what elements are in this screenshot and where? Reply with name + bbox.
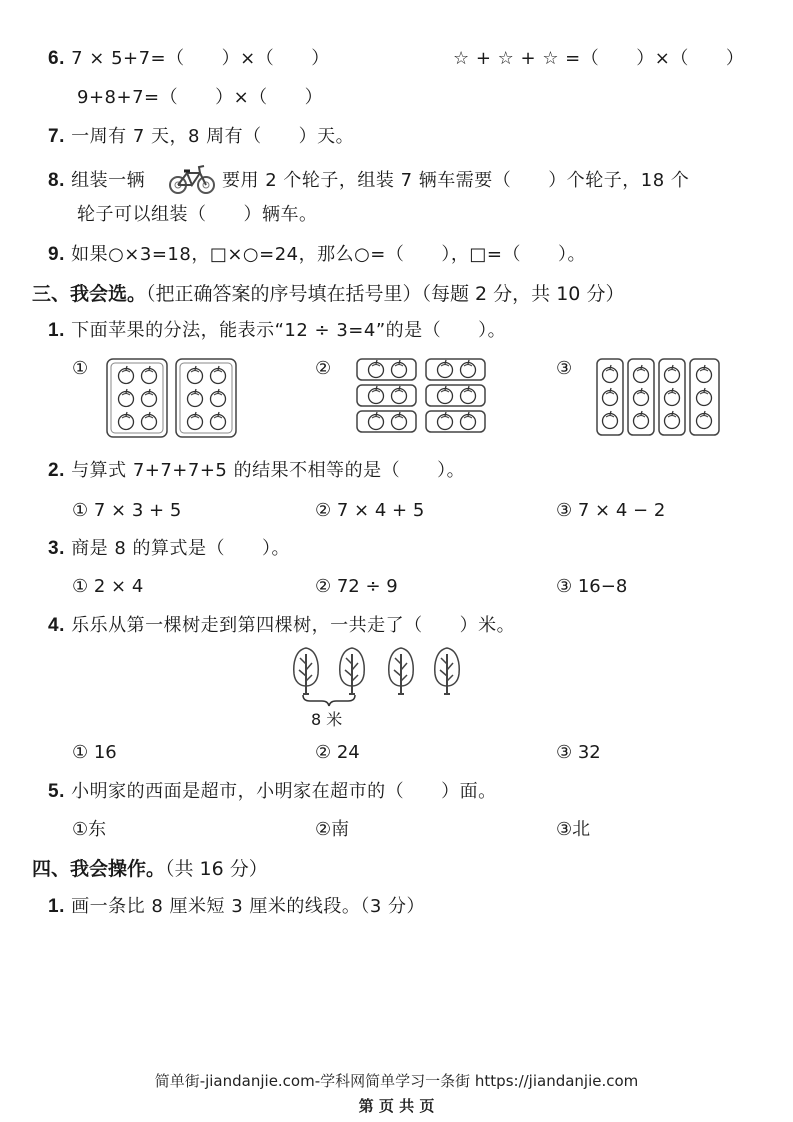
s3q4-text: 乐乐从第一棵树走到第四棵树，一共走了（ ）米。: [71, 615, 516, 636]
s3q4-option-1: ① 16: [72, 742, 117, 763]
tree-icon-3: [389, 648, 413, 694]
q8-number: 8.: [48, 170, 65, 191]
q7-number: 7.: [48, 126, 65, 147]
s3q1-number: 1.: [48, 320, 65, 341]
s3q3-number: 3.: [48, 538, 65, 559]
q7: [48, 125, 354, 149]
s3q5: [48, 780, 497, 804]
s3q3-text: 商是 8 的算式是（ ）。: [71, 538, 290, 559]
q6-expr-left: 7 × 5+7=（ ）×（ ）: [71, 48, 330, 69]
q6-line1: [48, 47, 330, 71]
tree-icon-2: [340, 648, 364, 694]
option1-apple-boxes: [107, 359, 236, 437]
section3-title: 三、我会选。: [32, 283, 147, 305]
footer-source: 简单街-jiandanjie.com-学科网简单学习一条街 https://jiandanjie.com: [154, 1072, 639, 1090]
s3q1-option-1-label: ①: [72, 358, 89, 379]
section4-title: 四、我会操作。: [32, 858, 166, 880]
s3q5-number: 5.: [48, 781, 65, 802]
s3q5-text: 小明家的西面是超市，小明家在超市的（ ）面。: [71, 781, 497, 802]
s3q5-option-2: ②南: [315, 819, 350, 840]
s3q1-option-3-label: ③: [556, 358, 573, 379]
bicycle-icon: [169, 163, 215, 195]
s3q4-option-2: ② 24: [315, 742, 360, 763]
s3q4: [48, 614, 515, 638]
s3q5-option-3: ③北: [556, 819, 591, 840]
q9-number: 9.: [48, 244, 65, 265]
s3q2-number: 2.: [48, 460, 65, 481]
s3q4-number: 4.: [48, 615, 65, 636]
s4q1-text: 画一条比 8 厘米短 3 厘米的线段。（3 分）: [71, 896, 426, 917]
s3q3: [48, 537, 290, 561]
s3q3-option-3: ③ 16−8: [556, 576, 628, 597]
s3q2-option-2: ② 7 × 4 + 5: [315, 500, 425, 521]
s3q2-option-1: ① 7 × 3 + 5: [72, 500, 182, 521]
s4q1: [48, 895, 425, 919]
section4-header: [32, 856, 268, 882]
footer-page: 第 页 共 页: [358, 1097, 435, 1115]
s3q2: [48, 459, 465, 483]
s3q2-option-3: ③ 7 × 4 − 2: [556, 500, 666, 521]
s3q1-option-2-label: ②: [315, 358, 332, 379]
q6-line2: 9+8+7=（ ）×（ ）: [77, 87, 324, 108]
distance-label: 8 米: [311, 710, 343, 729]
s3q5-option-1: ①东: [72, 819, 107, 840]
q9: [48, 243, 586, 267]
option2-apple-boxes: [357, 359, 485, 432]
q9-text: 如果○×3=18，□×○=24，那么○=（ ），□=（ ）。: [71, 244, 586, 265]
q8-line2: 轮子可以组装（ ）辆车。: [77, 204, 318, 225]
s3q3-option-1: ① 2 × 4: [72, 576, 144, 597]
s3q2-text: 与算式 7+7+7+5 的结果不相等的是（ ）。: [71, 460, 466, 481]
section4-note: （共 16 分）: [165, 858, 268, 880]
q8-text-before: 组装一辆: [71, 170, 146, 191]
q8-text-after: 要用 2 个轮子，组装 7 辆车需要（ ）个轮子，18 个: [222, 170, 690, 191]
q8-line1: [48, 169, 145, 193]
s3q1-text: 下面苹果的分法，能表示“12 ÷ 3=4”的是（ ）。: [71, 320, 507, 341]
s3q3-option-2: ② 72 ÷ 9: [315, 576, 398, 597]
tree-icon-4: [435, 648, 459, 694]
s4q1-number: 1.: [48, 896, 65, 917]
s3q4-option-3: ③ 32: [556, 742, 601, 763]
q6-number: 6.: [48, 48, 65, 69]
section3-header: [32, 281, 624, 307]
distance-brace: [303, 695, 355, 706]
section3-note: （把正确答案的序号填在括号里）（每题 2 分，共 10 分）: [146, 283, 625, 305]
s3q1: [48, 319, 506, 343]
tree-icon-1: [294, 648, 318, 694]
q6-expr-right: ☆ + ☆ + ☆ =（ ）×（ ）: [453, 48, 745, 69]
option3-apple-boxes: [597, 359, 719, 435]
q7-text: 一周有 7 天，8 周有（ ）天。: [71, 126, 355, 147]
